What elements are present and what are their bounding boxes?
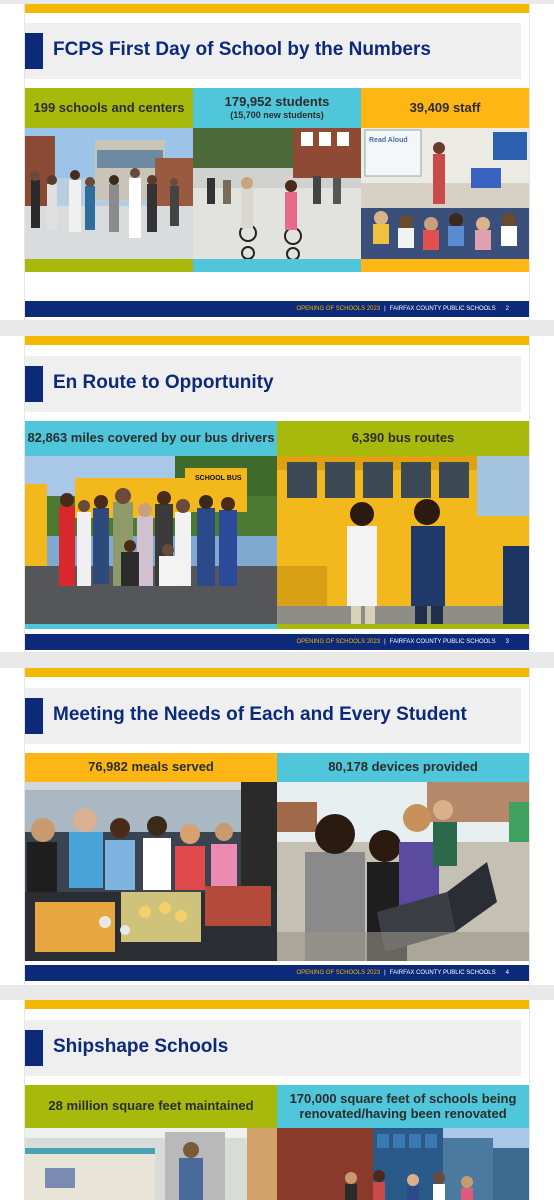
title-accent-bar	[25, 698, 43, 734]
panel-bottom-strip	[193, 259, 361, 272]
slide-gap	[0, 652, 554, 668]
slide-title-box	[25, 356, 521, 412]
slide-footer	[25, 634, 529, 650]
stat-label	[25, 753, 277, 782]
slide-footer	[25, 965, 529, 981]
stat-label	[25, 1085, 277, 1128]
slide-title: En Route to Opportunity	[53, 372, 274, 393]
stat-label	[277, 753, 529, 782]
page-number: 4	[505, 970, 509, 976]
footer-left: OPENING OF SCHOOLS 2023	[296, 306, 381, 312]
stat-schools-text: 199 schools and centers	[33, 99, 185, 115]
slide-title: Shipshape Schools	[53, 1036, 229, 1057]
slide-top-bar	[25, 4, 529, 13]
stat-students-text: 179,952 students	[224, 94, 330, 110]
slide-top-bar	[25, 668, 529, 677]
slide-title-box	[25, 688, 521, 744]
stat-panel-meals	[25, 753, 277, 961]
slide-shipshape	[25, 1000, 529, 1200]
title-accent-bar	[25, 33, 43, 69]
photo-renovated-school	[277, 1128, 529, 1200]
footer-left: OPENING OF SCHOOLS 2023	[296, 639, 381, 645]
panel-bottom-strip	[25, 259, 193, 272]
stat-panel-square-feet	[25, 1085, 277, 1200]
photo-students-at-bus	[277, 456, 529, 629]
footer-separator: |	[384, 639, 386, 645]
stat-panel-miles	[25, 421, 277, 629]
stat-panel-renovated	[277, 1085, 529, 1200]
stat-label	[277, 421, 529, 456]
photo-students-with-bikes	[193, 128, 361, 259]
stat-panel-staff	[361, 88, 529, 272]
slide-first-day	[25, 4, 529, 320]
footer-right: FAIRFAX COUNTY PUBLIC SCHOOLS	[389, 306, 496, 312]
photo-cafeteria-line	[25, 782, 277, 961]
photo-school-maintenance	[25, 1128, 277, 1200]
stat-staff-text: 39,409 staff	[409, 99, 481, 115]
stat-label	[193, 88, 361, 128]
stat-renovated-text: 170,000 square feet of schools being renovated/having been renovated	[289, 1090, 517, 1121]
stat-label	[361, 88, 529, 128]
footer-left: OPENING OF SCHOOLS 2023	[296, 970, 381, 976]
photo-bus-drivers-group	[25, 456, 277, 629]
stat-miles-text: 82,863 miles covered by our bus drivers	[27, 430, 275, 446]
stat-panel-schools	[25, 88, 193, 272]
slide-gap	[0, 985, 554, 1000]
slide-en-route	[25, 336, 529, 652]
footer-right: FAIRFAX COUNTY PUBLIC SCHOOLS	[389, 639, 496, 645]
slide-title: FCPS First Day of School by the Numbers	[53, 39, 431, 60]
slide-footer	[25, 301, 529, 317]
stat-meals-text: 76,982 meals served	[88, 759, 214, 775]
footer-right: FAIRFAX COUNTY PUBLIC SCHOOLS	[389, 970, 496, 976]
panel-bottom-strip	[25, 624, 277, 629]
slide-title-box	[25, 1020, 521, 1076]
stat-panel-routes	[277, 421, 529, 629]
photo-students-with-laptops	[277, 782, 529, 961]
page-number: 2	[505, 306, 509, 312]
stat-routes-text: 6,390 bus routes	[351, 430, 455, 446]
photo-students-entering-school	[25, 128, 193, 259]
stat-square-feet-text: 28 million square feet maintained	[48, 1098, 254, 1114]
panel-bottom-strip	[361, 259, 529, 272]
page-number: 3	[505, 639, 509, 645]
title-accent-bar	[25, 366, 43, 402]
stat-label	[277, 1085, 529, 1128]
title-accent-bar	[25, 1030, 43, 1066]
bus-sign: SCHOOL BUS	[195, 475, 242, 482]
slide-gap	[0, 320, 554, 336]
panel-bottom-strip	[277, 624, 529, 629]
slide-title-box	[25, 23, 521, 79]
photo-classroom-read-aloud	[361, 128, 529, 259]
slide-top-bar	[25, 336, 529, 345]
stat-devices-text: 80,178 devices provided	[328, 759, 478, 775]
footer-separator: |	[384, 970, 386, 976]
stat-label	[25, 421, 277, 456]
read-aloud-sign: Read Aloud	[369, 137, 408, 144]
stat-students-sub: (15,700 new students)	[230, 110, 324, 121]
stat-panel-devices	[277, 753, 529, 961]
slide-meeting-needs	[25, 668, 529, 985]
stat-label	[25, 88, 193, 128]
slide-top-bar	[25, 1000, 529, 1009]
slide-title: Meeting the Needs of Each and Every Student	[53, 704, 467, 725]
stat-panel-students	[193, 88, 361, 272]
footer-separator: |	[384, 306, 386, 312]
